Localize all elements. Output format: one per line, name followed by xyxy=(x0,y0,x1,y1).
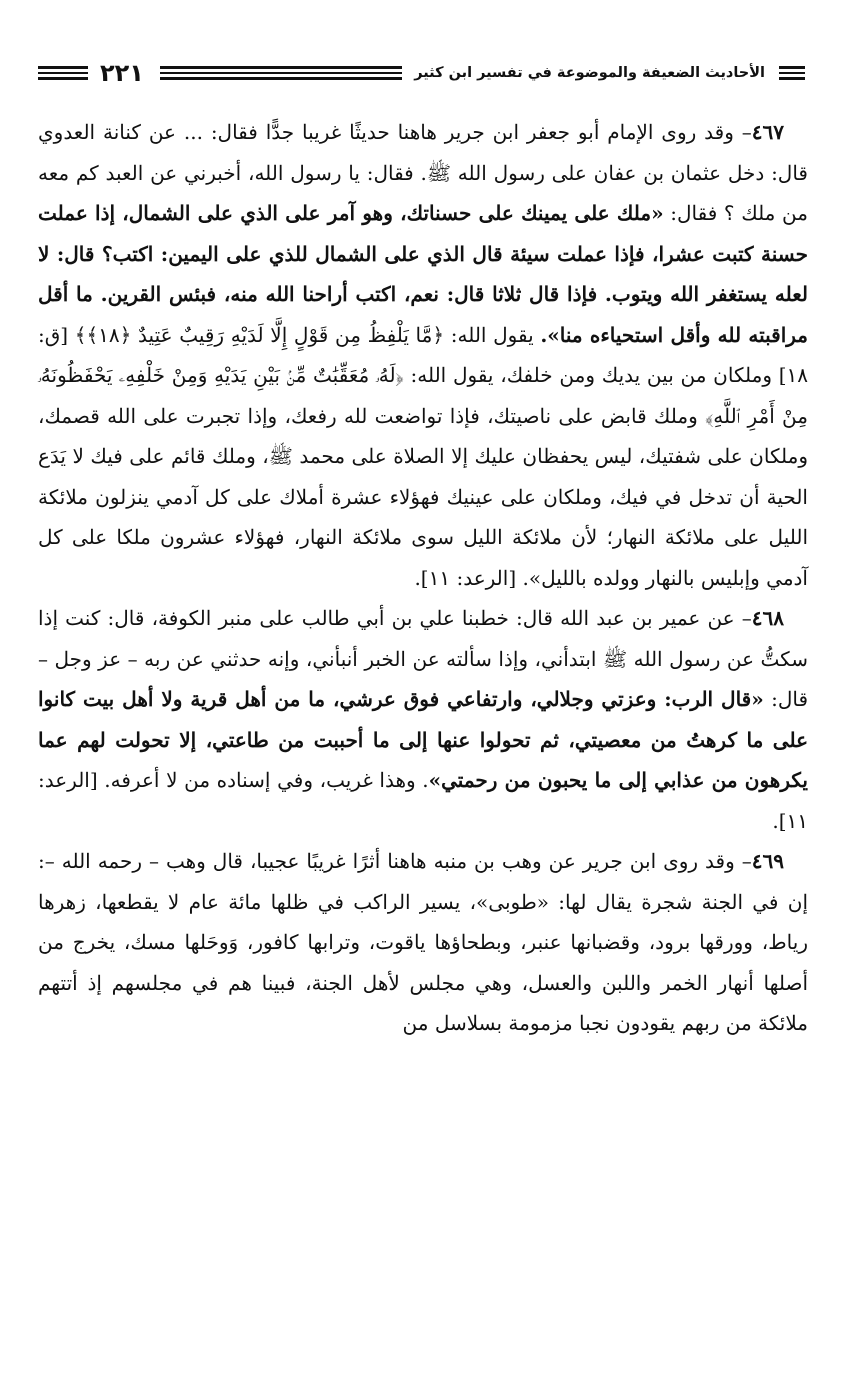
hadith-number: ٤٦٧ xyxy=(751,120,784,144)
hadith-number: ٤٦٩ xyxy=(751,849,784,873)
hadith-quote: «ملك على يمينك على حسناتك، وهو آمر على الذي على الشمال، إذا عملت حسنة كتبت عشرا، فإذا عملت سيئة قال الذي على الشمال للذي على اليمين: اكتب؟ قال: لا لعله يستغفر الله ويتوب. فإذا قال ثلاثا قال: نعم، اكتب أراحنا الله منه، فبئس القرين. ما أقل مراقبته لله وأقل استحياءه منا». xyxy=(38,201,809,347)
hadith-quote: «قال الرب: وعزتي وجلالي، وارتفاعي فوق عرشي، ما من أهل قرية ولا أهل بيت كانوا على ما كرهتُ من معصيتي، ثم تحولوا عنها إلى ما أحببت من طاعتي، إلا تحولت لهم عما يكرهون من عذابي إلى ما يحبون من رحمتي» xyxy=(38,687,808,792)
header-rule-left xyxy=(38,66,88,80)
hadith-number: ٤٦٨ xyxy=(751,606,784,630)
paragraph-text-cont: . وهذا غريب، وفي إسناده من لا أعرفه. [الرعد: ١١]. xyxy=(38,768,808,833)
paragraph-text-cont: يقول الله: ﴿مَّا يَلْفِظُ مِن قَوْلٍ إِلَّا لَدَيْهِ رَقِيبٌ عَتِيدٌ ﴿١٨﴾﴾ [ق: ١٨] وملكان من بين يديك ومن خلفك، يقول الله: ﴿لَهُۥ مُعَقِّبَٰتٌ مِّنۢ بَيْنِ يَدَيْهِ وَمِنْ خَلْفِهِۦ يَحْفَظُونَهُۥ مِنْ أَمْرِ ٱللَّهِ﴾ وملك قابض على ناصيتك، فإذا تواضعت لله رفعك، وإذا تجبرت على الله قصمك، وملكان على شفتيك، ليس يحفظان عليك إلا الصلاة على محمد ﷺ، وملك قائم على فيك لا يَدَع الحية أن تدخل في فيك، وملكان على عينيك فهؤلاء عشرة أملاك على كل آدمي ينزلون ملائكة الليل على ملائكة النهار؛ لأن ملائكة الليل سوى ملائكة النهار، فهؤلاء عشرون ملكا على كل آدمي وإبليس بالنهار وولده بالليل». [الرعد: ١١]. xyxy=(38,322,808,590)
paragraph-468 xyxy=(38,598,808,841)
running-header xyxy=(38,58,805,88)
page-number: ٢٢١ xyxy=(100,59,144,87)
page-body xyxy=(38,112,808,1044)
header-rule-middle xyxy=(160,66,402,80)
paragraph-text: – وقد روى ابن جرير عن وهب بن منبه هاهنا أثرًا غريبًا عجيبا، قال وهب – رحمه الله –: إن في الجنة شجرة يقال لها: «طوبى»، يسير الراكب في ظلها مائة عام لا يقطعها، زهرها رياط، وورقها برود، وقضبانها عنبر، وبطحاؤها ياقوت، وترابها كافور، وَوحَلها مسك، يخرج من أصلها أنهار الخمر واللبن والعسل، وهي مجلس لأهل الجنة، فبينا هم في مجلسهم إذ أتتهم ملائكة من ربهم يقودون نجبا مزمومة بسلاسل من xyxy=(38,849,808,1035)
paragraph-469 xyxy=(38,841,808,1044)
paragraph-text: – عن عمير بن عبد الله قال: خطبنا علي بن أبي طالب على منبر الكوفة، قال: كنت إذا سكتُّ عن رسول الله ﷺ ابتدأني، وإذا سألته عن الخبر أنبأني، وإنه حدثني عن ربه – عز وجل – قال: xyxy=(38,606,809,711)
paragraph-467 xyxy=(38,112,808,598)
running-title: الأحاديث الضعيفة والموضوعة في تفسير ابن كثير xyxy=(414,65,765,81)
header-rule-right xyxy=(779,66,805,80)
paragraph-text: – وقد روى الإمام أبو جعفر ابن جرير هاهنا حديثًا غريبا جدًّا فقال: ... عن كنانة العدوي قال: دخل عثمان بن عفان على رسول الله ﷺ. فقال: يا رسول الله، أخبرني عن العبد كم معه من ملك ؟ فقال: xyxy=(38,120,808,225)
